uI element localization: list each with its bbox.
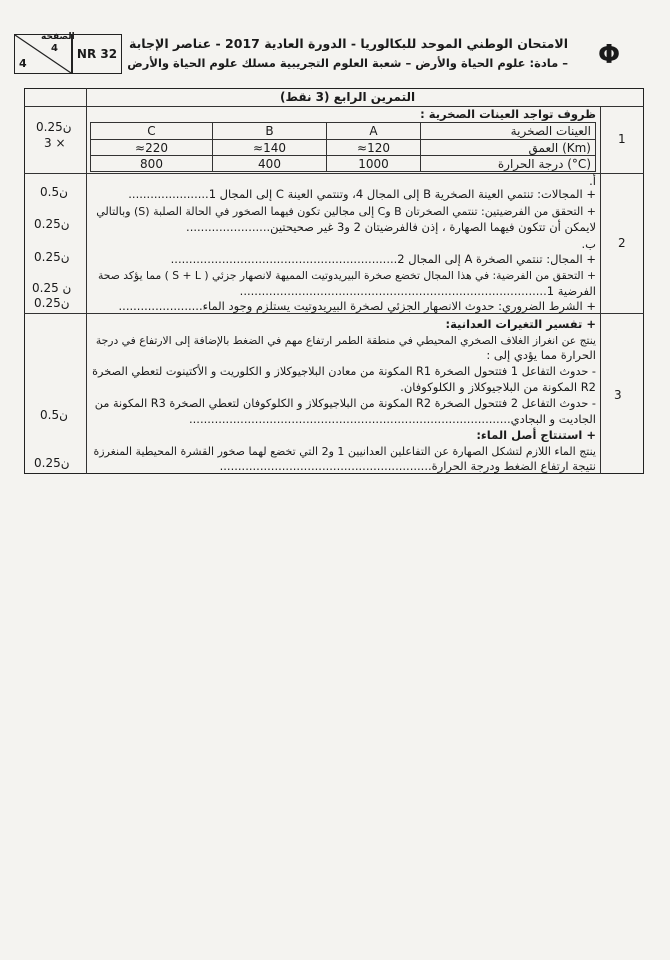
q2-line: + الشرط الضروري: حدوث الانصهار الجزئي لصخرة البيريدوتيت يستلزم وجود الماء....................... [118,299,596,313]
table-sample-b: B [212,122,327,140]
phi-logo: Φ [598,40,621,70]
q3-line: + استنتاج أصل الماء: [476,428,596,442]
q3-line: - حدوث التفاعل 2 فتتحول الصخرة R2 المكونة من البلاجيوكلاز و الكلوكوفان لتعطي الصخرة R3 المكونة من [94,397,596,410]
page-number-top: 4 [51,43,58,54]
table-depth-b: ≈140 [212,139,327,156]
q2-line: + المجالات: تنتمي العينة الصخرية B إلى المجال 4، وتنتمي العينة C إلى المجال 1...................... [128,187,596,201]
table-sample-a: A [326,122,421,140]
page-number-bottom: 4 [19,57,27,70]
q3-number: 3 [614,388,622,402]
q2-number: 2 [618,236,626,250]
table-label-temp: درجة الحرارة (°C) [420,155,596,172]
page-label: الصفحة [41,32,75,42]
q2-line: أ. [589,174,596,188]
table-temp-c: 800 [90,155,213,172]
table-label-depth: العمق (Km) [420,139,596,156]
q2-score: 0.5ن [40,185,68,199]
q3-line: R2 المكونة من البلاجيوكلاز و الكلوكوفان. [400,380,596,394]
q2-line: + التحقق من الفرضيتين: تنتمي الصخرتان B وC إلى مجالين تكون فيهما الصخور في الحالة الصلبة (S) وبالتالي [96,205,596,218]
table-sample-c: C [90,122,213,140]
exercise-title: التمرين الرابع (3 نقط) [280,90,416,104]
col-divider-number [600,106,601,474]
q2-line: + المجال: تنتمي الصخرة A إلى المجال 2.............................................................. [170,252,596,266]
table-label-samples: العينات الصخرية [420,122,596,140]
q2-score: 0.25ن [34,296,70,310]
q3-score: 0.25ن [34,456,70,470]
q3-line: + تفسير التغيرات العدانية: [445,317,596,331]
q2-line: الفرضية 1.................................................................................... [239,284,596,298]
q3-line: الحرارة مما يؤدي إلى : [486,348,596,362]
table-depth-a: ≈120 [326,139,421,156]
header-title-line1: الامتحان الوطني الموحد للبكالوريا - الدورة العادية 2017 - عناصر الإجابة [129,36,568,51]
q1-score-mult: 3 × [44,136,66,150]
exam-code-box [72,34,122,74]
q3-line: - حدوث التفاعل 1 فتتحول الصخرة R1 المكونة من معادن البلاجيوكلاز و الكلوريت و الأكتينوت لتعطي الصخرة [92,365,596,378]
exam-code: NR 32 [76,47,118,61]
q1-score: 0.25ن [36,120,72,134]
q2-score: 0.25 ن [32,281,72,295]
q1-number: 1 [618,132,626,146]
q2-line: + التحقق من الفرضية: في هذا المجال تخضع صخرة البيريدوتيت المميهة لانصهار جزئي ( S + L ) مما يؤكد صحة [98,269,596,282]
q2-line: ب. [581,237,596,251]
table-depth-c: ≈220 [90,139,213,156]
q2-score: 0.25ن [34,217,70,231]
q3-score: 0.5ن [40,408,68,422]
q3-line: ينتج عن انغراز الغلاف الصخري المحيطي في منطقة الطمر ارتفاع مهم في الضغط بالإضافة إلى الارتفاع في درجة [95,334,596,347]
col-divider-score [86,88,87,474]
table-temp-a: 1000 [326,155,421,172]
q2-line: لايمكن أن تتكون فيهما الصهارة ، إذن فالفرضيتان 2 و3 غير صحيحتين....................... [186,220,596,234]
q3-line: ينتج الماء اللازم لتشكل الصهارة عن التفاعلين العدانيين 1 و2 التي تخضع لهما صخور القشرة المحيطية المنغرزة [93,445,596,458]
table-temp-b: 400 [212,155,327,172]
q3-line: نتيجة ارتفاع الضغط ودرجة الحرارة.......................................................... [219,459,596,473]
q1-heading: ظروف تواجد العينات الصخرية : [420,107,596,121]
q3-line: الجاديت و البجادي........................................................................................ [188,412,596,426]
page-number-box [14,32,75,74]
q2-score: 0.25ن [34,250,70,264]
header-title-line2: – مادة: علوم الحياة والأرض – شعبة العلوم التجريبية مسلك علوم الحياة والأرض [127,56,568,70]
